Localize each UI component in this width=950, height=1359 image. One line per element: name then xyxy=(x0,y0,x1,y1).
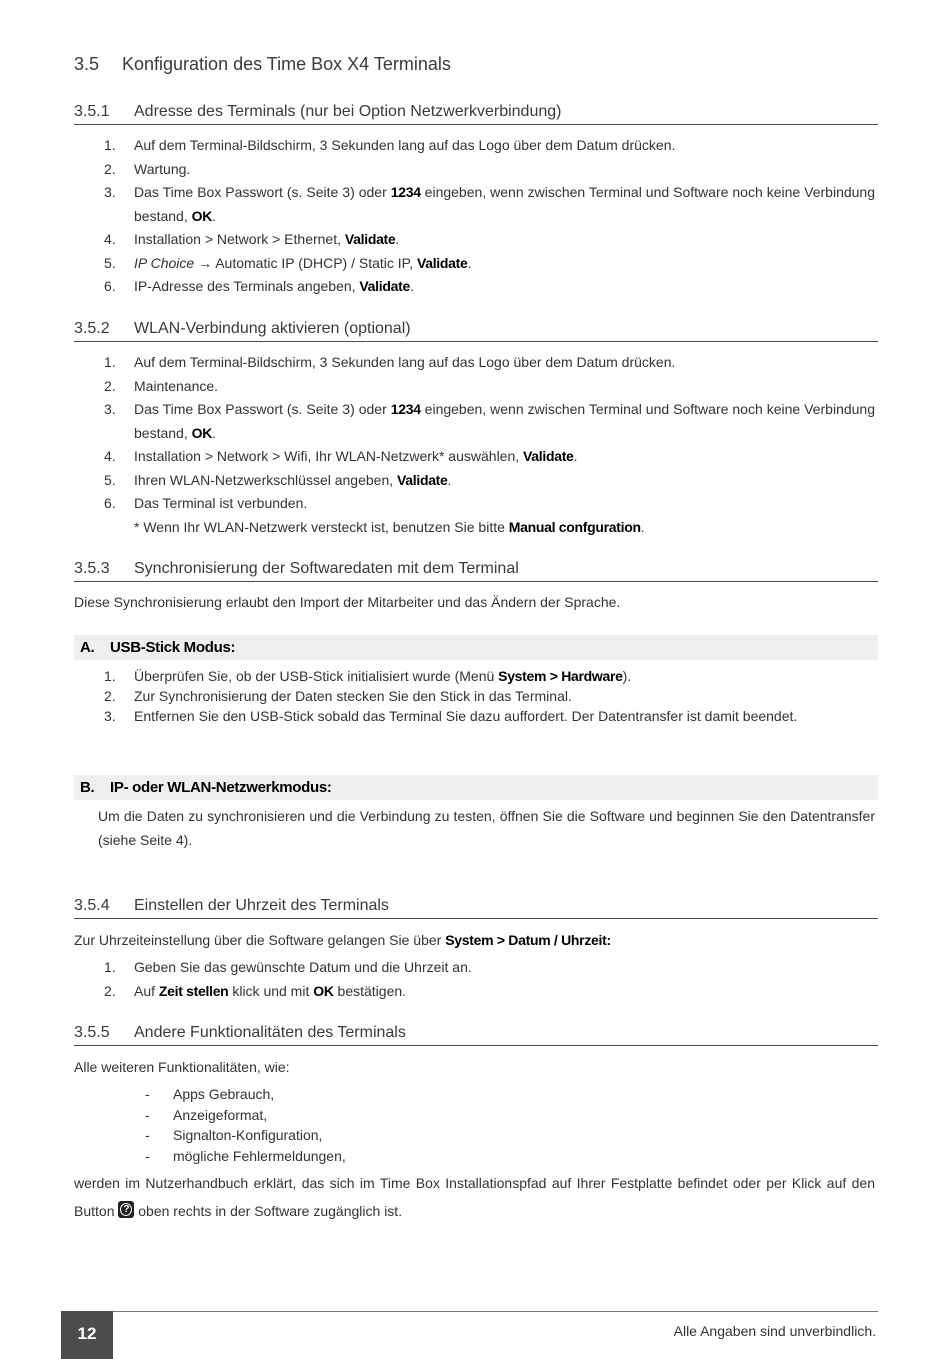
list-item: 1. Auf dem Terminal-Bildschirm, 3 Sekunden lang auf das Logo über dem Datum drücken. xyxy=(104,137,676,153)
list-item: - Apps Gebrauch, xyxy=(145,1084,346,1105)
list-item: - Signalton-Konfiguration, xyxy=(145,1125,346,1146)
list-item: 3. Das Time Box Passwort (s. Seite 3) oder 1234 eingeben, wenn zwischen Terminal und Software noch keine Verbindung bestand, OK. xyxy=(104,401,876,441)
list-item: 1. Überprüfen Sie, ob der USB-Stick initialisiert wurde (Menü System > Hardware). xyxy=(104,668,632,684)
list-item: 4. Installation > Network > Ethernet, Validate. xyxy=(104,231,400,247)
list-item: 2. Wartung. xyxy=(104,160,191,177)
list-item: 6. Das Terminal ist verbunden. xyxy=(104,495,308,511)
list-item: 2. Auf Zeit stellen klick und mit OK bestätigen. xyxy=(104,982,407,999)
page-number: 12 xyxy=(61,1311,113,1359)
list-item: 6. IP-Adresse des Terminals angeben, Validate. xyxy=(104,278,414,294)
network-mode-text: Um die Daten zu synchronisieren und die Verbindung zu testen, öffnen Sie die Software und beginnen Sie den Datentransfer (siehe Seite 4). xyxy=(98,808,875,848)
steps-list-3-5-1 xyxy=(74,134,878,299)
sync-intro: Diese Synchronisierung erlaubt den Import der Mitarbeiter und das Ändern der Sprache. xyxy=(74,594,621,610)
subsection-usb-mode: A. USB-Stick Modus: xyxy=(74,635,878,660)
help-icon: ? xyxy=(118,1201,134,1218)
features-list xyxy=(145,1084,346,1166)
footer-disclaimer: Alle Angaben sind unverbindlich. xyxy=(673,1323,876,1339)
list-item: 2. Zur Synchronisierung der Daten stecken Sie den Stick in das Terminal. xyxy=(104,688,572,704)
steps-list-usb xyxy=(74,666,878,726)
list-item: - mögliche Fehlermeldungen, xyxy=(145,1146,346,1167)
list-item: 2. Maintenance. xyxy=(104,377,219,394)
section-heading-3-5-2: 3.5.2 WLAN-Verbindung aktivieren (optional) xyxy=(74,320,878,342)
arrow-right-icon: → xyxy=(198,254,213,271)
section-heading-3-5-1: 3.5.1 Adresse des Terminals (nur bei Option Netzwerkverbindung) xyxy=(74,103,878,125)
steps-list-3-5-2 xyxy=(74,351,878,539)
subsection-network-mode: B. IP- oder WLAN-Netzwerkmodus: xyxy=(74,775,878,800)
list-item: 1. Geben Sie das gewünschte Datum und die Uhrzeit an. xyxy=(104,959,472,975)
list-item: - Anzeigeformat, xyxy=(145,1105,346,1126)
list-item: 4. Installation > Network > Wifi, Ihr WLAN-Netzwerk* auswählen, Validate. xyxy=(104,448,578,464)
list-item: 5. Ihren WLAN-Netzwerkschlüssel angeben, Validate. xyxy=(104,471,452,488)
section-heading-3-5-3: 3.5.3 Synchronisierung der Softwaredaten mit dem Terminal xyxy=(74,560,878,582)
list-item: 5. IP Choice → Automatic IP (DHCP) / Static IP, Validate. xyxy=(104,254,472,271)
list-item: 3. Das Time Box Passwort (s. Seite 3) oder 1234 eingeben, wenn zwischen Terminal und Software noch keine Verbindung bestand, OK. xyxy=(104,184,876,224)
footer-divider xyxy=(113,1311,878,1312)
features-intro: Alle weiteren Funktionalitäten, wie: xyxy=(74,1059,290,1075)
list-item: 3. Entfernen Sie den USB-Stick sobald das Terminal Sie dazu auffordert. Der Datentransfer ist damit beendet. xyxy=(104,708,798,724)
section-heading-3-5: 3.5 Konfiguration des Time Box X4 Terminals xyxy=(74,54,451,74)
steps-list-time xyxy=(74,956,878,1003)
section-heading-3-5-4: 3.5.4 Einstellen der Uhrzeit des Terminals xyxy=(74,897,878,919)
list-item: 1. Auf dem Terminal-Bildschirm, 3 Sekunden lang auf das Logo über dem Datum drücken. xyxy=(104,354,676,370)
section-heading-3-5-5: 3.5.5 Andere Funktionalitäten des Terminals xyxy=(74,1024,878,1046)
footnote: * Wenn Ihr WLAN-Netzwerk versteckt ist, benutzen Sie bitte Manual confguration. xyxy=(134,518,645,535)
features-outro: werden im Nutzerhandbuch erklärt, das sich im Time Box Installationspfad auf Ihrer Festplatte befindet oder per Klick auf den Button ? oben rechts in der Software zugänglich ist. xyxy=(74,1175,875,1219)
time-intro: Zur Uhrzeiteinstellung über die Software gelangen Sie über System > Datum / Uhrzeit: xyxy=(74,932,611,948)
